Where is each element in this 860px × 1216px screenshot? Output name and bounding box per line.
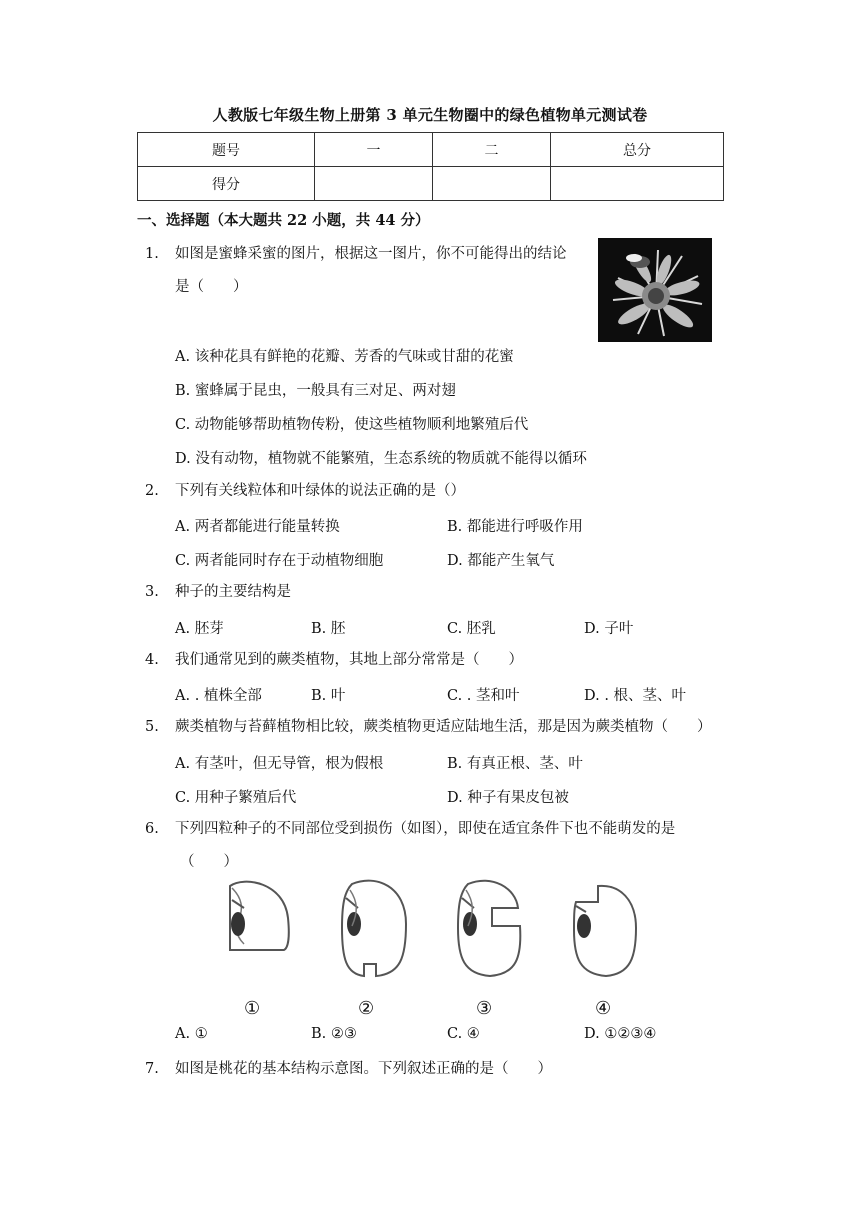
question-text: 是（ ） [175,279,248,295]
option-b[interactable]: B. 蜜蜂属于昆虫，一般具有三对足、两对翅 [175,383,456,399]
option-d[interactable]: D. 没有动物，植物就不能繁殖，生态系统的物质就不能得以循环 [175,451,587,467]
figure-label-3: ③ [476,998,493,1019]
question-text: 蕨类植物与苔藓植物相比较，蕨类植物更适应陆地生活，那是因为蕨类植物（ ） [175,719,712,735]
option-d[interactable]: D. ①②③④ [584,1026,657,1042]
seed-diagram-4 [568,878,644,982]
figure-label-4: ④ [595,998,612,1019]
option-a[interactable]: A. 胚芽 [175,621,224,637]
option-a[interactable]: A. ① [175,1026,208,1042]
seed-diagram-1 [224,878,294,982]
score-table-header: 一 [315,133,433,167]
score-cell[interactable] [551,167,724,201]
question-number: 3. [145,584,159,600]
option-b[interactable]: B. 叶 [311,688,346,704]
score-table-header: 二 [433,133,551,167]
seed-diagram-3 [452,878,528,982]
question-number: 2. [145,483,159,499]
option-d[interactable]: D. . 根、茎、叶 [584,688,687,704]
question-number: 6. [145,821,159,837]
score-table-header-row [138,133,724,167]
option-a[interactable]: A. 两者都能进行能量转换 [175,519,340,535]
option-b[interactable]: B. ②③ [311,1026,357,1042]
option-d[interactable]: D. 种子有果皮包被 [447,790,569,806]
question-number: 7. [145,1061,159,1077]
option-c[interactable]: C. 动物能够帮助植物传粉，使这些植物顺利地繁殖后代 [175,417,529,433]
option-a[interactable]: A. 该种花具有鲜艳的花瓣、芳香的气味或甘甜的花蜜 [175,349,514,365]
question-text: 如图是蜜蜂采蜜的图片，根据这一图片，你不可能得出的结论 [175,246,567,262]
question-text: 如图是桃花的基本结构示意图。下列叙述正确的是（ ） [175,1061,552,1077]
question-text: 下列四粒种子的不同部位受到损伤（如图），即使在适宜条件下也不能萌发的是 [175,821,676,837]
question-number: 4. [145,652,159,668]
bee-on-flower-image [598,238,712,342]
question-number: 1. [145,246,159,262]
option-b[interactable]: B. 有真正根、茎、叶 [447,756,583,772]
question-text: 我们通常见到的蕨类植物，其地上部分常常是（ ） [175,652,523,668]
option-b[interactable]: B. 都能进行呼吸作用 [447,519,583,535]
question-text: 下列有关线粒体和叶绿体的说法正确的是（） [175,483,465,499]
page-title: 人教版七年级生物上册第 3 单元生物圈中的绿色植物单元测试卷 [212,106,648,124]
question-text: 种子的主要结构是 [175,584,291,600]
option-c[interactable]: C. 胚乳 [447,621,496,637]
score-table-score-row [138,167,724,201]
question-text: （ ） [180,854,238,870]
score-table-header: 总分 [551,133,724,167]
score-row-label: 得分 [138,167,315,201]
option-a[interactable]: A. . 植株全部 [175,688,262,704]
section-heading: 一、选择题（本大题共 22 小题，共 44 分） [137,212,430,229]
option-c[interactable]: C. . 茎和叶 [447,688,520,704]
option-d[interactable]: D. 都能产生氧气 [447,553,555,569]
question-number: 5. [145,719,159,735]
option-d[interactable]: D. 子叶 [584,621,634,637]
option-a[interactable]: A. 有茎叶，但无导管，根为假根 [175,756,384,772]
option-c[interactable]: C. 两者能同时存在于动植物细胞 [175,553,384,569]
figure-label-2: ② [358,998,375,1019]
score-cell[interactable] [315,167,433,201]
score-table-header: 题号 [138,133,315,167]
option-c[interactable]: C. ④ [447,1026,480,1042]
option-c[interactable]: C. 用种子繁殖后代 [175,790,297,806]
figure-label-1: ① [244,998,261,1019]
seed-diagram-2 [336,878,412,982]
option-b[interactable]: B. 胚 [311,621,346,637]
score-table [137,132,724,201]
score-cell[interactable] [433,167,551,201]
